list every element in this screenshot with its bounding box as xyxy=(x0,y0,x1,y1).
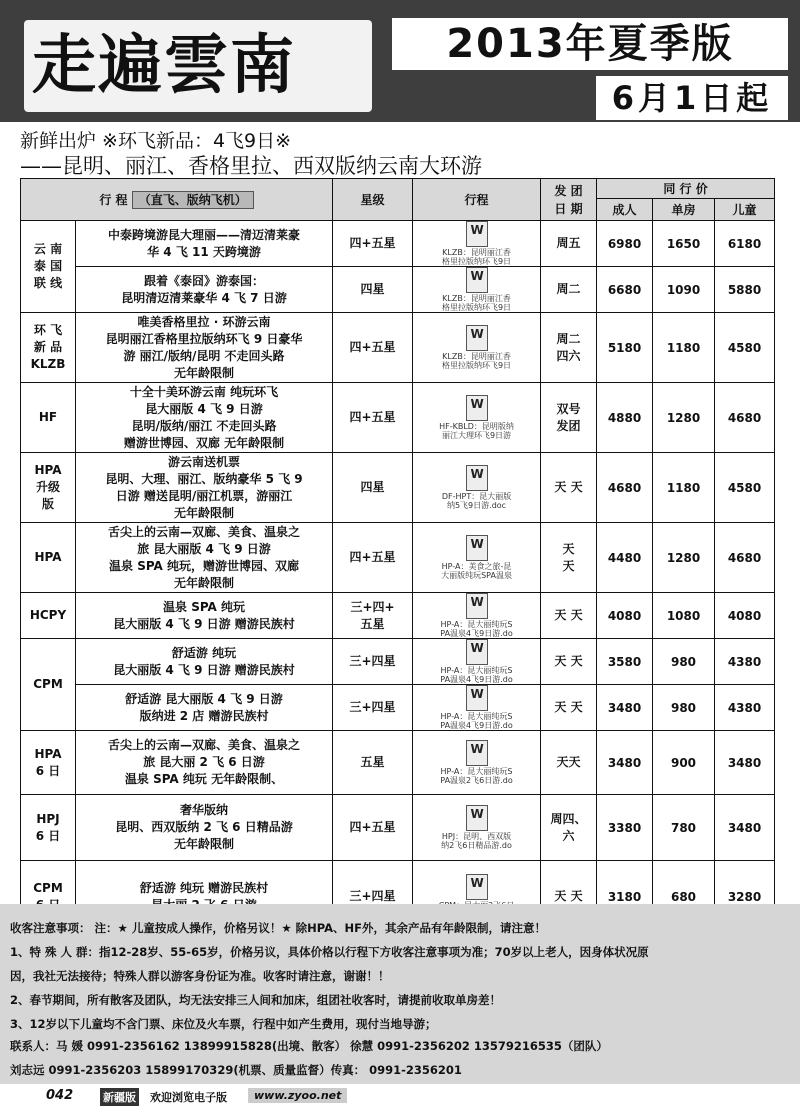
table-row xyxy=(21,383,775,453)
single-price: 1090 xyxy=(653,267,715,313)
trip-cell xyxy=(413,383,541,453)
single-price: 1180 xyxy=(653,313,715,383)
itinerary-cell: 舒适游 纯玩 昆大丽版 4 飞 9 日游 赠游民族村 xyxy=(76,639,333,685)
header-single: 单房 xyxy=(653,199,715,221)
adult-price: 3480 xyxy=(597,731,653,795)
header-adult: 成人 xyxy=(597,199,653,221)
route-code: HF xyxy=(21,383,76,453)
child-price: 3280 xyxy=(715,861,775,933)
star-cell: 四+五星 xyxy=(333,313,413,383)
adult-price: 3480 xyxy=(597,685,653,731)
table-row xyxy=(21,453,775,523)
child-price: 4080 xyxy=(715,593,775,639)
route-code: CPM xyxy=(21,639,76,731)
adult-price: 4480 xyxy=(597,523,653,593)
doc-filename: HF-KBLD：昆明版纳 丽江大理环飞9日游 xyxy=(439,422,514,440)
departure-cell: 天 天 xyxy=(541,639,597,685)
header-trip: 行程 xyxy=(413,179,541,221)
notes-line-4: 2、春节期间，所有散客及团队，均无法安排三人间和加床，组团社收客时，请提前收取单房差！ xyxy=(10,993,501,1007)
page-footer xyxy=(0,1086,800,1105)
page-number: 042 xyxy=(46,1088,74,1103)
star-cell: 四+五星 xyxy=(333,221,413,267)
word-doc-icon xyxy=(466,740,488,766)
departure-cell: 双号 发团 xyxy=(541,383,597,453)
doc-filename: HPJ：昆明、西双版 纳2飞6日精品游.do xyxy=(441,832,512,850)
child-price: 4380 xyxy=(715,639,775,685)
single-price: 1280 xyxy=(653,383,715,453)
word-doc-icon xyxy=(466,874,488,900)
doc-filename: HP-A：昆大丽纯玩S PA温泉4飞9日游.do xyxy=(440,712,513,730)
table-row xyxy=(21,593,775,639)
table-row xyxy=(21,685,775,731)
star-cell: 四+五星 xyxy=(333,383,413,453)
subtitle-line-2: ——昆明、丽江、香格里拉、西双版纳云南大环游 xyxy=(20,154,482,178)
footer-text: 欢迎浏览电子版 xyxy=(150,1091,227,1104)
child-price: 4580 xyxy=(715,313,775,383)
route-code: HPA xyxy=(21,523,76,593)
trip-cell xyxy=(413,685,541,731)
itinerary-cell: 舒适游 昆大丽版 4 飞 9 日游 版纳进 2 店 赠游民族村 xyxy=(76,685,333,731)
departure-cell: 天 天 xyxy=(541,593,597,639)
child-price: 4580 xyxy=(715,453,775,523)
departure-cell: 周五 xyxy=(541,221,597,267)
child-price: 6180 xyxy=(715,221,775,267)
edition-badge: 新疆版 xyxy=(100,1088,139,1106)
table-row xyxy=(21,639,775,685)
table-row xyxy=(21,221,775,267)
trip-doc-link[interactable] xyxy=(413,535,540,580)
itinerary-cell: 舌尖上的云南—双廊、美食、温泉之 旅 昆大丽 2 飞 6 日游 温泉 SPA 纯玩 无年龄限制、 xyxy=(76,731,333,795)
notes-line-3: 因，我社无法接待；特殊人群以游客身份证为准。收客时请注意，谢谢！！ xyxy=(10,969,390,983)
table-row xyxy=(21,731,775,795)
star-cell: 三+四星 xyxy=(333,861,413,933)
booking-notes xyxy=(0,904,800,1084)
word-doc-icon xyxy=(466,267,488,293)
star-cell: 四星 xyxy=(333,267,413,313)
notes-line-2: 1、特 殊 人 群：指12-28岁、55-65岁，价格另议，具体价格以行程下方收客注意事项为准；70岁以上老人，因身体状况原 xyxy=(10,945,649,959)
table-row xyxy=(21,523,775,593)
word-doc-icon xyxy=(466,221,488,247)
trip-doc-link[interactable] xyxy=(413,805,540,850)
brand-logo: 走遍雲南 xyxy=(24,20,372,112)
trip-doc-link[interactable] xyxy=(413,267,540,312)
trip-doc-link[interactable] xyxy=(413,395,540,440)
child-price: 4680 xyxy=(715,383,775,453)
star-cell: 三+四星 xyxy=(333,685,413,731)
trip-doc-link[interactable] xyxy=(413,465,540,510)
single-price: 980 xyxy=(653,685,715,731)
word-doc-icon xyxy=(466,465,488,491)
adult-price: 4080 xyxy=(597,593,653,639)
website-link[interactable]: www.zyoo.net xyxy=(248,1088,347,1103)
itinerary-cell: 舌尖上的云南—双廊、美食、温泉之 旅 昆大丽版 4 飞 9 日游 温泉 SPA 纯玩，赠游世博园、双廊 无年龄限制 xyxy=(76,523,333,593)
word-doc-icon xyxy=(466,395,488,421)
departure-cell: 周四、 六 xyxy=(541,795,597,861)
single-price: 1180 xyxy=(653,453,715,523)
itinerary-cell: 奢华版纳 昆明、西双版纳 2 飞 6 日精品游 无年龄限制 xyxy=(76,795,333,861)
trip-cell xyxy=(413,267,541,313)
header-departure: 发 团 日 期 xyxy=(541,179,597,221)
doc-filename: HP-A：昆大丽纯玩S PA温泉4飞9日游.do xyxy=(440,666,513,684)
doc-filename: DF-HPT：昆大丽版 纳5飞9日游.doc xyxy=(441,492,512,510)
doc-filename: KLZB：昆明丽江香 格里拉版纳环飞9日 xyxy=(441,352,512,370)
contact-line-1: 联系人：马 媛 0991-2356162 13899915828(出境、散客） 徐慧 0991-2356202 13579216535（团队） xyxy=(10,1039,608,1053)
notes-line-1: 收客注意事项： 注：★ 儿童按成人操作，价格另议！★ 除HPA、HF外，其余产品有年龄限制，请注意！ xyxy=(10,921,547,935)
trip-doc-link[interactable] xyxy=(413,221,540,266)
subtitle-line-1: 新鲜出炉 ※环飞新品：4飞9日※ xyxy=(20,130,292,152)
child-price: 3480 xyxy=(715,731,775,795)
departure-cell: 周二 四六 xyxy=(541,313,597,383)
star-cell: 四+五星 xyxy=(333,523,413,593)
departure-cell: 天 天 xyxy=(541,453,597,523)
word-doc-icon xyxy=(466,325,488,351)
season-title: 2013年夏季版 xyxy=(392,18,788,70)
star-cell: 四星 xyxy=(333,453,413,523)
trip-cell xyxy=(413,731,541,795)
departure-cell: 周二 xyxy=(541,267,597,313)
header-banner xyxy=(0,0,800,122)
itinerary-cell: 游云南送机票 昆明、大理、丽江、版纳豪华 5 飞 9 日游 赠送昆明/丽江机票，游丽江 无年龄限制 xyxy=(76,453,333,523)
adult-price: 4680 xyxy=(597,453,653,523)
trip-cell xyxy=(413,795,541,861)
child-price: 3480 xyxy=(715,795,775,861)
single-price: 900 xyxy=(653,731,715,795)
trip-doc-link[interactable] xyxy=(413,593,540,638)
single-price: 680 xyxy=(653,861,715,933)
word-doc-icon xyxy=(466,593,488,619)
trip-cell xyxy=(413,593,541,639)
adult-price: 6680 xyxy=(597,267,653,313)
itinerary-cell: 唯美香格里拉 · 环游云南 昆明丽江香格里拉版纳环飞 9 日豪华 游 丽江/版纳/昆明 不走回头路 无年龄限制 xyxy=(76,313,333,383)
trip-doc-link[interactable] xyxy=(413,740,540,785)
start-date: 6月1日起 xyxy=(596,76,788,120)
header-star: 星级 xyxy=(333,179,413,221)
trip-cell xyxy=(413,453,541,523)
departure-cell: 天 天 xyxy=(541,523,597,593)
tour-price-table xyxy=(20,178,775,933)
route-code: 环 飞 新 品 KLZB xyxy=(21,313,76,383)
adult-price: 3380 xyxy=(597,795,653,861)
single-price: 1080 xyxy=(653,593,715,639)
route-code: HPA 6 日 xyxy=(21,731,76,795)
contact-line-2: 刘志远 0991-2356203 15899170329(机票、质量监督）传真： 0991-2356201 xyxy=(10,1063,462,1077)
adult-price: 5180 xyxy=(597,313,653,383)
word-doc-icon xyxy=(466,535,488,561)
single-price: 1650 xyxy=(653,221,715,267)
child-price: 4680 xyxy=(715,523,775,593)
adult-price: 4880 xyxy=(597,383,653,453)
word-doc-icon xyxy=(466,639,488,665)
trip-doc-link[interactable] xyxy=(413,639,540,684)
departure-cell: 天天 xyxy=(541,731,597,795)
itinerary-tag: （直飞、版纳飞机） xyxy=(132,191,254,209)
child-price: 5880 xyxy=(715,267,775,313)
doc-filename: KLZB：昆明丽江香 格里拉版纳环飞9日 xyxy=(441,248,512,266)
word-doc-icon xyxy=(466,805,488,831)
trip-doc-link[interactable] xyxy=(413,685,540,730)
itinerary-cell: 中泰跨境游昆大理丽——清迈清莱豪 华 4 飞 11 天跨境游 xyxy=(76,221,333,267)
doc-filename: HP-A：昆大丽纯玩S PA温泉4飞9日游.do xyxy=(440,620,513,638)
header-child: 儿童 xyxy=(715,199,775,221)
trip-cell xyxy=(413,523,541,593)
trip-cell xyxy=(413,313,541,383)
table-row xyxy=(21,267,775,313)
route-code: HPJ 6 日 xyxy=(21,795,76,861)
adult-price: 6980 xyxy=(597,221,653,267)
doc-filename: HP-A：美食之旅-昆 大丽版纯玩SPA温泉 xyxy=(441,562,512,580)
star-cell: 五星 xyxy=(333,731,413,795)
itinerary-cell: 舒适游 纯玩 赠游民族村 xyxy=(76,861,333,933)
adult-price: 3180 xyxy=(597,861,653,933)
header-itinerary: 行 程 （直飞、版纳飞机） xyxy=(21,179,333,221)
star-cell: 四+五星 xyxy=(333,795,413,861)
notes-line-5: 3、12岁以下儿童均不含门票、床位及火车票，行程中如产生费用，现付当地导游； xyxy=(10,1017,437,1031)
doc-filename: HP-A：昆大丽纯玩S PA温泉2飞6日游.do xyxy=(440,767,513,785)
star-cell: 三+四+ 五星 xyxy=(333,593,413,639)
itinerary-cell: 跟着《泰囧》游泰国： 昆明清迈清莱豪华 4 飞 7 日游 xyxy=(76,267,333,313)
route-code: HCPY xyxy=(21,593,76,639)
table-row xyxy=(21,795,775,861)
trip-doc-link[interactable] xyxy=(413,325,540,370)
route-code: HPA 升级 版 xyxy=(21,453,76,523)
table-row xyxy=(21,313,775,383)
single-price: 980 xyxy=(653,639,715,685)
child-price: 4380 xyxy=(715,685,775,731)
itinerary-cell: 十全十美环游云南 纯玩环飞 昆大丽版 4 飞 9 日游 昆明/版纳/丽江 不走回头路 赠游世博园、双廊 无年龄限制 xyxy=(76,383,333,453)
doc-filename: KLZB：昆明丽江香 格里拉版纳环飞9日 xyxy=(441,294,512,312)
single-price: 1280 xyxy=(653,523,715,593)
adult-price: 3580 xyxy=(597,639,653,685)
word-doc-icon xyxy=(466,685,488,711)
route-code: 云 南 泰 国 联 线 xyxy=(21,221,76,313)
star-cell: 三+四星 xyxy=(333,639,413,685)
route-code: CPM xyxy=(21,861,76,933)
departure-cell: 天 天 xyxy=(541,685,597,731)
header-price: 同 行 价 xyxy=(597,179,775,199)
single-price: 780 xyxy=(653,795,715,861)
trip-cell xyxy=(413,221,541,267)
itinerary-cell: 温泉 SPA 纯玩 昆大丽版 4 飞 9 日游 赠游民族村 xyxy=(76,593,333,639)
trip-cell xyxy=(413,639,541,685)
departure-cell: 天 天 xyxy=(541,861,597,933)
